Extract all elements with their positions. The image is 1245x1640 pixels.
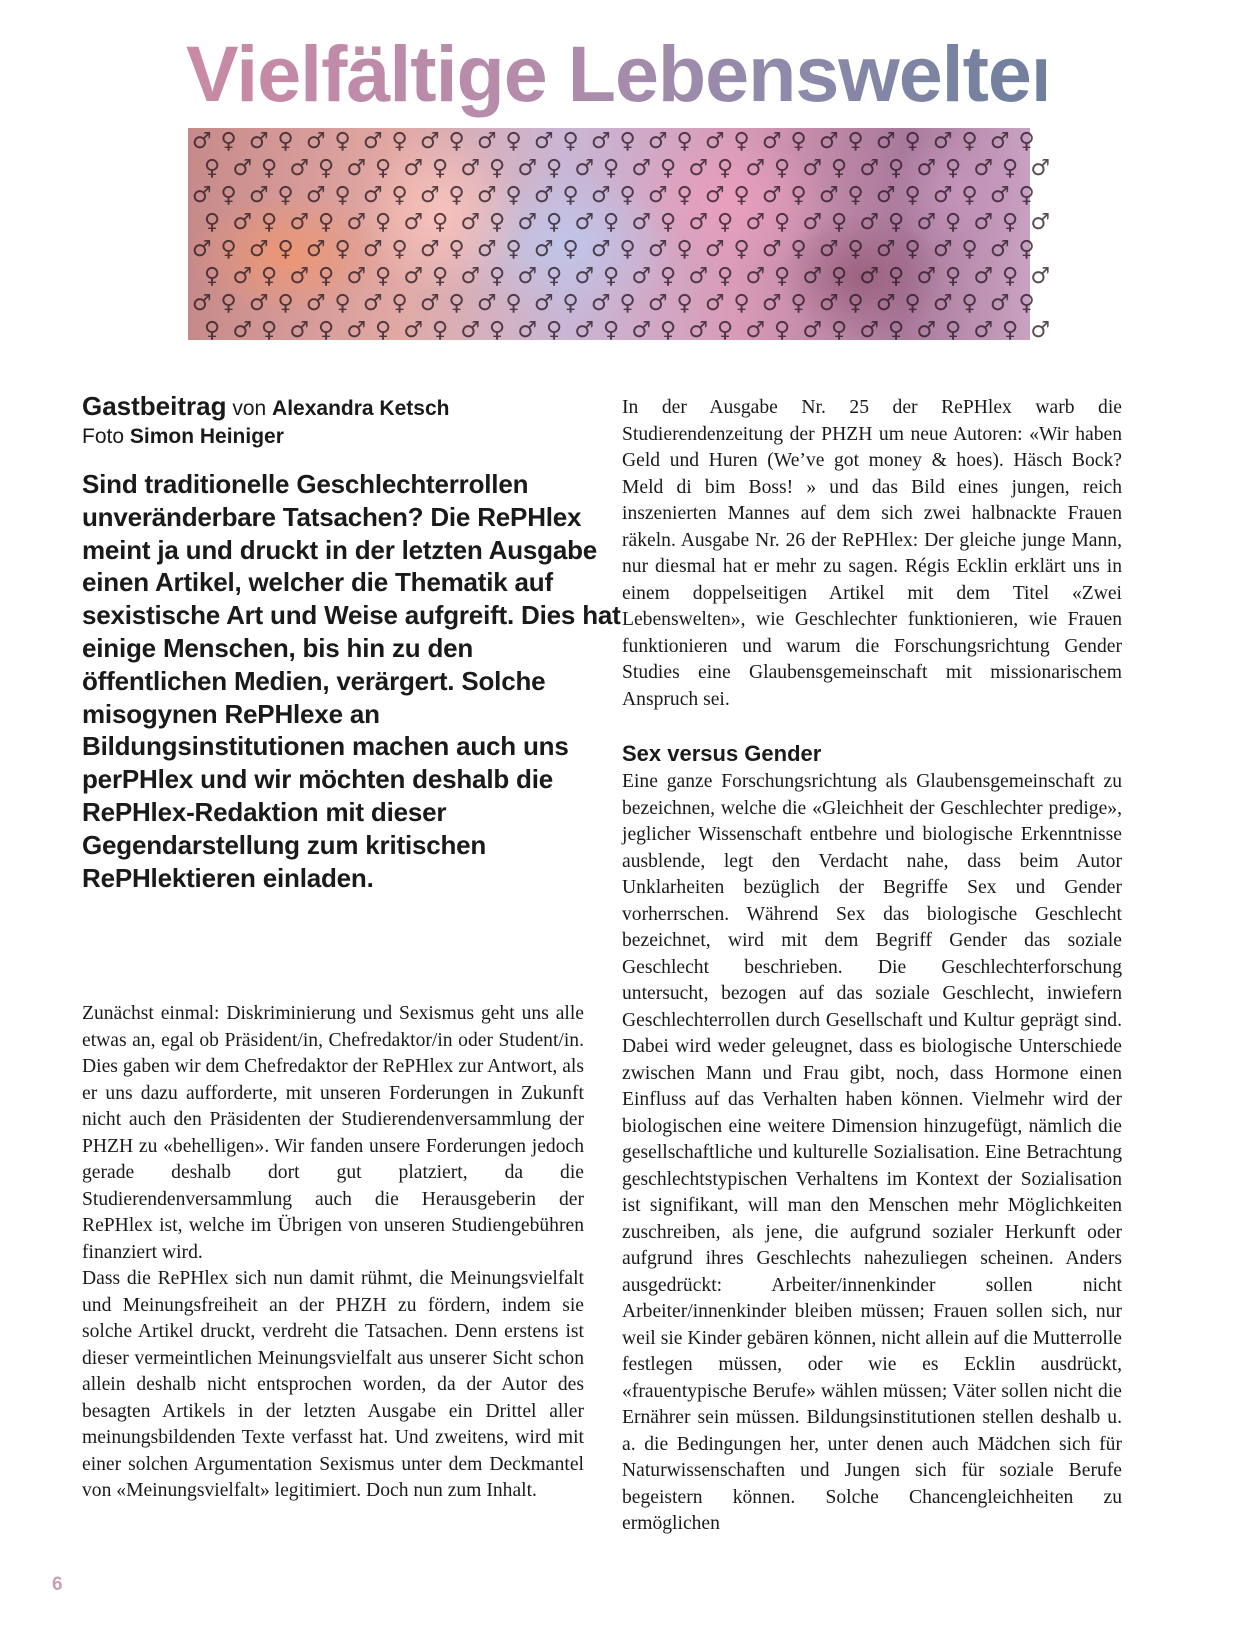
female-symbol-icon: ♀ bbox=[717, 156, 734, 181]
female-symbol-icon: ♀ bbox=[1018, 183, 1035, 208]
male-symbol-icon: ♂ bbox=[916, 264, 937, 289]
female-symbol-icon: ♀ bbox=[1018, 237, 1035, 262]
female-symbol-icon: ♀ bbox=[505, 129, 522, 154]
female-symbol-icon: ♀ bbox=[603, 210, 620, 235]
male-symbol-icon: ♂ bbox=[876, 237, 896, 262]
male-symbol-icon: ♂ bbox=[631, 156, 652, 181]
female-symbol-icon: ♀ bbox=[391, 237, 408, 262]
female-symbol-icon: ♀ bbox=[888, 318, 905, 343]
male-symbol-icon: ♂ bbox=[876, 129, 896, 154]
male-symbol-icon: ♂ bbox=[990, 291, 1010, 316]
female-symbol-icon: ♀ bbox=[489, 318, 506, 343]
female-symbol-icon: ♀ bbox=[733, 129, 750, 154]
female-symbol-icon: ♀ bbox=[277, 237, 294, 262]
female-symbol-icon: ♀ bbox=[505, 183, 522, 208]
female-symbol-icon: ♀ bbox=[375, 318, 392, 343]
right-column bbox=[622, 395, 1122, 1538]
female-symbol-icon: ♀ bbox=[774, 156, 791, 181]
male-symbol-icon: ♂ bbox=[762, 129, 782, 154]
male-symbol-icon: ♂ bbox=[819, 291, 839, 316]
male-symbol-icon: ♂ bbox=[933, 237, 953, 262]
male-symbol-icon: ♂ bbox=[745, 210, 766, 235]
male-symbol-icon: ♂ bbox=[192, 183, 212, 208]
female-symbol-icon: ♀ bbox=[261, 156, 278, 181]
male-symbol-icon: ♂ bbox=[859, 210, 880, 235]
female-symbol-icon: ♀ bbox=[831, 210, 848, 235]
male-symbol-icon: ♂ bbox=[1030, 210, 1051, 235]
male-symbol-icon: ♂ bbox=[1030, 318, 1051, 343]
female-symbol-icon: ♀ bbox=[432, 210, 449, 235]
female-symbol-icon: ♀ bbox=[489, 210, 506, 235]
male-symbol-icon: ♂ bbox=[534, 291, 554, 316]
male-symbol-icon: ♂ bbox=[916, 318, 937, 343]
male-symbol-icon: ♂ bbox=[648, 129, 668, 154]
male-symbol-icon: ♂ bbox=[745, 318, 766, 343]
female-symbol-icon: ♀ bbox=[961, 237, 978, 262]
female-symbol-icon: ♀ bbox=[1018, 129, 1035, 154]
male-symbol-icon: ♂ bbox=[574, 156, 595, 181]
male-symbol-icon: ♂ bbox=[688, 264, 709, 289]
female-symbol-icon: ♀ bbox=[546, 210, 563, 235]
male-symbol-icon: ♂ bbox=[289, 210, 310, 235]
female-symbol-icon: ♀ bbox=[391, 183, 408, 208]
female-symbol-icon: ♀ bbox=[619, 183, 636, 208]
male-symbol-icon: ♂ bbox=[517, 318, 538, 343]
male-symbol-icon: ♂ bbox=[346, 264, 367, 289]
male-symbol-icon: ♂ bbox=[534, 129, 554, 154]
female-symbol-icon: ♀ bbox=[888, 264, 905, 289]
male-symbol-icon: ♂ bbox=[916, 210, 937, 235]
male-symbol-icon: ♂ bbox=[249, 183, 269, 208]
female-symbol-icon: ♀ bbox=[961, 183, 978, 208]
male-symbol-icon: ♂ bbox=[762, 237, 782, 262]
right-paragraph-2: Eine ganze Forschungsrichtung als Glaubensgemeinschaft zu bezeichnen, welche die «Gleichheit der Geschlechter predige», jeglicher Wissenschaft entbehre und biologische Erkenntnisse ausblende, legt den Verdacht nahe, dass beim Autor Unklarheiten bezüglich der Begriffe Sex und Gender vorherrschen. Während Sex das biologische Geschlecht bezeichnet, wird mit dem Begriff Gender das soziale Geschlecht beschrieben. Die Geschlechterforschung untersucht, bezogen auf das soziale Geschlecht, inwiefern Geschlechterrollen durch Gesellschaft und Kultur geprägt sind. Dabei wird weder geleugnet, dass es biologische Unterschiede zwischen Mann und Frau gibt, noch, dass Hormone einen Einfluss auf das Verhalten haben können. Vielmehr wird der biologischen eine weitere Dimension hinzugefügt, nämlich die gesellschaftliche und kulturelle Sozialisation. Eine Betrachtung geschlechtstypischen Verhaltens im Kontext der Sozialisation ist signifikant, will man den Menschen mehr Möglichkeiten zuschreiben, als jene, die aufgrund sozialer Herkunft oder aufgrund ihres Geschlechts nahezuliegen scheinen. Anders ausgedrückt: Arbeiter/innenkinder sollen nicht Arbeiter/innenkinder bleiben müssen; Frauen sollen sich, nur weil sie Kinder gebären können, nicht allein auf die Mutterrolle festlegen müssen, oder wie es Ecklin ausdrückt, «frauentypische Berufe» wählen müssen; Väter sollen nicht die Ernährer sein müssen. Bildungsinstitutionen stellen deshalb u. a. die Bedingungen her, unter denen auch Mädchen sich für Naturwissenschaften und Jungen sich für soziale Berufe begeistern können. Solche Chancengleichheiten zu ermöglichen bbox=[622, 771, 1122, 1534]
female-symbol-icon: ♀ bbox=[448, 291, 465, 316]
male-symbol-icon: ♂ bbox=[420, 237, 440, 262]
male-symbol-icon: ♂ bbox=[460, 318, 481, 343]
male-symbol-icon: ♂ bbox=[933, 129, 953, 154]
male-symbol-icon: ♂ bbox=[859, 156, 880, 181]
male-symbol-icon: ♂ bbox=[403, 210, 424, 235]
male-symbol-icon: ♂ bbox=[648, 291, 668, 316]
female-symbol-icon: ♀ bbox=[375, 264, 392, 289]
male-symbol-icon: ♂ bbox=[534, 237, 554, 262]
male-symbol-icon: ♂ bbox=[306, 183, 326, 208]
male-symbol-icon: ♂ bbox=[876, 183, 896, 208]
male-symbol-icon: ♂ bbox=[574, 318, 595, 343]
male-symbol-icon: ♂ bbox=[363, 237, 383, 262]
left-column bbox=[82, 1001, 584, 1505]
male-symbol-icon: ♂ bbox=[819, 237, 839, 262]
female-symbol-icon: ♀ bbox=[888, 210, 905, 235]
male-symbol-icon: ♂ bbox=[477, 129, 497, 154]
female-symbol-icon: ♀ bbox=[676, 291, 693, 316]
male-symbol-icon: ♂ bbox=[420, 291, 440, 316]
female-symbol-icon: ♀ bbox=[1002, 156, 1019, 181]
female-symbol-icon: ♀ bbox=[945, 264, 962, 289]
female-symbol-icon: ♀ bbox=[432, 264, 449, 289]
female-symbol-icon: ♀ bbox=[904, 129, 921, 154]
female-symbol-icon: ♀ bbox=[831, 156, 848, 181]
female-symbol-icon: ♀ bbox=[220, 291, 237, 316]
male-symbol-icon: ♂ bbox=[232, 264, 253, 289]
male-symbol-icon: ♂ bbox=[802, 210, 823, 235]
male-symbol-icon: ♂ bbox=[591, 237, 611, 262]
male-symbol-icon: ♂ bbox=[346, 318, 367, 343]
male-symbol-icon: ♂ bbox=[192, 237, 212, 262]
female-symbol-icon: ♀ bbox=[334, 291, 351, 316]
female-symbol-icon: ♀ bbox=[432, 156, 449, 181]
male-symbol-icon: ♂ bbox=[534, 183, 554, 208]
male-symbol-icon: ♂ bbox=[460, 210, 481, 235]
male-symbol-icon: ♂ bbox=[762, 291, 782, 316]
female-symbol-icon: ♀ bbox=[448, 183, 465, 208]
male-symbol-icon: ♂ bbox=[688, 210, 709, 235]
male-symbol-icon: ♂ bbox=[591, 183, 611, 208]
male-symbol-icon: ♂ bbox=[517, 210, 538, 235]
section-heading: Sex versus Gender bbox=[622, 741, 822, 766]
female-symbol-icon: ♀ bbox=[831, 318, 848, 343]
female-symbol-icon: ♀ bbox=[220, 183, 237, 208]
male-symbol-icon: ♂ bbox=[916, 156, 937, 181]
female-symbol-icon: ♀ bbox=[660, 264, 677, 289]
male-symbol-icon: ♂ bbox=[876, 291, 896, 316]
female-symbol-icon: ♀ bbox=[717, 210, 734, 235]
female-symbol-icon: ♀ bbox=[546, 318, 563, 343]
female-symbol-icon: ♀ bbox=[619, 237, 636, 262]
male-symbol-icon: ♂ bbox=[990, 237, 1010, 262]
male-symbol-icon: ♂ bbox=[477, 237, 497, 262]
byline-author: Alexandra Ketsch bbox=[272, 397, 450, 420]
female-symbol-icon: ♀ bbox=[375, 210, 392, 235]
female-symbol-icon: ♀ bbox=[204, 264, 221, 289]
male-symbol-icon: ♂ bbox=[705, 183, 725, 208]
female-symbol-icon: ♀ bbox=[277, 291, 294, 316]
male-symbol-icon: ♂ bbox=[859, 264, 880, 289]
male-symbol-icon: ♂ bbox=[648, 183, 668, 208]
female-symbol-icon: ♀ bbox=[1002, 264, 1019, 289]
male-symbol-icon: ♂ bbox=[363, 183, 383, 208]
female-symbol-icon: ♀ bbox=[619, 129, 636, 154]
byline-foto: Foto bbox=[82, 425, 125, 448]
male-symbol-icon: ♂ bbox=[403, 156, 424, 181]
male-symbol-icon: ♂ bbox=[591, 129, 611, 154]
female-symbol-icon: ♀ bbox=[676, 237, 693, 262]
female-symbol-icon: ♀ bbox=[562, 291, 579, 316]
female-symbol-icon: ♀ bbox=[204, 156, 221, 181]
female-symbol-icon: ♀ bbox=[888, 156, 905, 181]
male-symbol-icon: ♂ bbox=[460, 156, 481, 181]
male-symbol-icon: ♂ bbox=[232, 318, 253, 343]
male-symbol-icon: ♂ bbox=[990, 129, 1010, 154]
female-symbol-icon: ♀ bbox=[220, 237, 237, 262]
male-symbol-icon: ♂ bbox=[574, 210, 595, 235]
female-symbol-icon: ♀ bbox=[717, 264, 734, 289]
male-symbol-icon: ♂ bbox=[289, 156, 310, 181]
byline-lead: Gastbeitrag bbox=[82, 391, 227, 421]
male-symbol-icon: ♂ bbox=[517, 264, 538, 289]
female-symbol-icon: ♀ bbox=[204, 210, 221, 235]
female-symbol-icon: ♀ bbox=[945, 210, 962, 235]
female-symbol-icon: ♀ bbox=[733, 237, 750, 262]
female-symbol-icon: ♀ bbox=[318, 156, 335, 181]
female-symbol-icon: ♀ bbox=[448, 237, 465, 262]
male-symbol-icon: ♂ bbox=[420, 183, 440, 208]
female-symbol-icon: ♀ bbox=[961, 291, 978, 316]
female-symbol-icon: ♀ bbox=[847, 237, 864, 262]
male-symbol-icon: ♂ bbox=[688, 156, 709, 181]
male-symbol-icon: ♂ bbox=[973, 210, 994, 235]
male-symbol-icon: ♂ bbox=[420, 129, 440, 154]
female-symbol-icon: ♀ bbox=[220, 129, 237, 154]
female-symbol-icon: ♀ bbox=[277, 183, 294, 208]
male-symbol-icon: ♂ bbox=[477, 183, 497, 208]
byline-von: von bbox=[232, 397, 267, 420]
female-symbol-icon: ♀ bbox=[391, 291, 408, 316]
female-symbol-icon: ♀ bbox=[546, 156, 563, 181]
male-symbol-icon: ♂ bbox=[249, 237, 269, 262]
male-symbol-icon: ♂ bbox=[306, 291, 326, 316]
female-symbol-icon: ♀ bbox=[790, 129, 807, 154]
female-symbol-icon: ♀ bbox=[1002, 318, 1019, 343]
male-symbol-icon: ♂ bbox=[1030, 156, 1051, 181]
female-symbol-icon: ♀ bbox=[391, 129, 408, 154]
male-symbol-icon: ♂ bbox=[192, 291, 212, 316]
male-symbol-icon: ♂ bbox=[745, 264, 766, 289]
female-symbol-icon: ♀ bbox=[847, 183, 864, 208]
female-symbol-icon: ♀ bbox=[904, 183, 921, 208]
gender-symbols-pattern bbox=[188, 128, 1051, 343]
male-symbol-icon: ♂ bbox=[933, 183, 953, 208]
female-symbol-icon: ♀ bbox=[660, 156, 677, 181]
female-symbol-icon: ♀ bbox=[562, 129, 579, 154]
right-paragraph-1: In der Ausgabe Nr. 25 der RePHlex warb die Studierendenzeitung der PHZH um neue Autoren: «Wir haben Geld und Huren (We’ve got money & hoes). Häsch Bock? Meld di bim Boss! » und das Bild eines jungen, reich inszenierten Mannes auf dem sich zwei halbnackte Frauen räkeln. Ausgabe Nr. 26 der RePHlex: Der gleiche junge Mann, nur diesmal hat er mehr zu sagen. Régis Ecklin erklärt uns in einem doppelseitigen Artikel mit dem Titel «Zwei Lebenswelten», wie Geschlechter funktionieren, wie Frauen funktionieren und warum die Forschungsrichtung Gender Studies eine Glaubensgemeinschaft mit missionarischem Anspruch sei. bbox=[622, 397, 1122, 710]
female-symbol-icon: ♀ bbox=[334, 129, 351, 154]
female-symbol-icon: ♀ bbox=[334, 237, 351, 262]
male-symbol-icon: ♂ bbox=[688, 318, 709, 343]
male-symbol-icon: ♂ bbox=[990, 183, 1010, 208]
male-symbol-icon: ♂ bbox=[517, 156, 538, 181]
female-symbol-icon: ♀ bbox=[562, 183, 579, 208]
male-symbol-icon: ♂ bbox=[705, 237, 725, 262]
female-symbol-icon: ♀ bbox=[660, 318, 677, 343]
male-symbol-icon: ♂ bbox=[249, 129, 269, 154]
female-symbol-icon: ♀ bbox=[961, 129, 978, 154]
male-symbol-icon: ♂ bbox=[745, 156, 766, 181]
male-symbol-icon: ♂ bbox=[346, 156, 367, 181]
intro-lead: Sind traditionelle Geschlechterrollen unveränderbare Tatsachen? Die RePHlex meint ja und druckt in der letzten Ausgabe einen Artikel, welcher die Thematik auf sexistische Art und Weise aufgreift. Dies hat einige Menschen, bis hin zu den öffentlichen Medien, verärgert. Solche misogynen RePHlexe an Bildungsinstitutionen machen auch uns perPHlex und wir möchten deshalb die RePHlex-Redaktion mit dieser Gegendarstellung zum kritischen RePHlektieren einladen. bbox=[82, 469, 621, 893]
male-symbol-icon: ♂ bbox=[306, 237, 326, 262]
female-symbol-icon: ♀ bbox=[375, 156, 392, 181]
female-symbol-icon: ♀ bbox=[774, 318, 791, 343]
female-symbol-icon: ♀ bbox=[277, 129, 294, 154]
female-symbol-icon: ♀ bbox=[603, 318, 620, 343]
male-symbol-icon: ♂ bbox=[648, 237, 668, 262]
male-symbol-icon: ♂ bbox=[363, 129, 383, 154]
male-symbol-icon: ♂ bbox=[289, 318, 310, 343]
female-symbol-icon: ♀ bbox=[717, 318, 734, 343]
female-symbol-icon: ♀ bbox=[676, 129, 693, 154]
female-symbol-icon: ♀ bbox=[318, 210, 335, 235]
female-symbol-icon: ♀ bbox=[432, 318, 449, 343]
female-symbol-icon: ♀ bbox=[790, 291, 807, 316]
female-symbol-icon: ♀ bbox=[318, 264, 335, 289]
byline bbox=[82, 392, 602, 451]
male-symbol-icon: ♂ bbox=[802, 318, 823, 343]
male-symbol-icon: ♂ bbox=[460, 264, 481, 289]
male-symbol-icon: ♂ bbox=[859, 318, 880, 343]
male-symbol-icon: ♂ bbox=[574, 264, 595, 289]
male-symbol-icon: ♂ bbox=[973, 156, 994, 181]
female-symbol-icon: ♀ bbox=[448, 129, 465, 154]
female-symbol-icon: ♀ bbox=[489, 156, 506, 181]
male-symbol-icon: ♂ bbox=[232, 210, 253, 235]
female-symbol-icon: ♀ bbox=[660, 210, 677, 235]
female-symbol-icon: ♀ bbox=[603, 264, 620, 289]
female-symbol-icon: ♀ bbox=[261, 264, 278, 289]
female-symbol-icon: ♀ bbox=[790, 183, 807, 208]
byline-author-line bbox=[82, 392, 602, 423]
male-symbol-icon: ♂ bbox=[819, 183, 839, 208]
male-symbol-icon: ♂ bbox=[1030, 264, 1051, 289]
male-symbol-icon: ♂ bbox=[802, 156, 823, 181]
male-symbol-icon: ♂ bbox=[705, 129, 725, 154]
female-symbol-icon: ♀ bbox=[847, 129, 864, 154]
female-symbol-icon: ♀ bbox=[774, 264, 791, 289]
left-paragraph-1: Zunächst einmal: Diskriminierung und Sexismus geht uns alle etwas an, egal ob Präsident/in, Chefredaktor/in oder Student/in. Dies gaben wir dem Chefredaktor der RePHlex zur Antwort, als er uns dazu aufforderte, mit unseren Forderungen in Zukunft nicht auch den Präsidenten der Studierendenversammlung der PHZH zu «behelligen». Wir fanden unsere Forderungen jedoch gerade deshalb dort gut platziert, da die Studierendenversammlung auch die Herausgeberin der RePHlex ist, welche im Übrigen von unseren Studiengebühren finanziert wird. bbox=[82, 1003, 584, 1263]
male-symbol-icon: ♂ bbox=[819, 129, 839, 154]
female-symbol-icon: ♀ bbox=[847, 291, 864, 316]
male-symbol-icon: ♂ bbox=[363, 291, 383, 316]
male-symbol-icon: ♂ bbox=[973, 264, 994, 289]
male-symbol-icon: ♂ bbox=[631, 318, 652, 343]
female-symbol-icon: ♀ bbox=[790, 237, 807, 262]
female-symbol-icon: ♀ bbox=[261, 210, 278, 235]
female-symbol-icon: ♀ bbox=[1018, 291, 1035, 316]
female-symbol-icon: ♀ bbox=[489, 264, 506, 289]
male-symbol-icon: ♂ bbox=[249, 291, 269, 316]
female-symbol-icon: ♀ bbox=[774, 210, 791, 235]
page-title: Vielfältige Lebenswelten bbox=[186, 26, 1046, 122]
male-symbol-icon: ♂ bbox=[631, 210, 652, 235]
male-symbol-icon: ♂ bbox=[403, 318, 424, 343]
male-symbol-icon: ♂ bbox=[232, 156, 253, 181]
female-symbol-icon: ♀ bbox=[831, 264, 848, 289]
female-symbol-icon: ♀ bbox=[261, 318, 278, 343]
female-symbol-icon: ♀ bbox=[505, 237, 522, 262]
female-symbol-icon: ♀ bbox=[945, 318, 962, 343]
female-symbol-icon: ♀ bbox=[318, 318, 335, 343]
male-symbol-icon: ♂ bbox=[933, 291, 953, 316]
female-symbol-icon: ♀ bbox=[904, 291, 921, 316]
male-symbol-icon: ♂ bbox=[705, 291, 725, 316]
female-symbol-icon: ♀ bbox=[603, 156, 620, 181]
male-symbol-icon: ♂ bbox=[346, 210, 367, 235]
female-symbol-icon: ♀ bbox=[334, 183, 351, 208]
male-symbol-icon: ♂ bbox=[631, 264, 652, 289]
female-symbol-icon: ♀ bbox=[546, 264, 563, 289]
female-symbol-icon: ♀ bbox=[733, 183, 750, 208]
female-symbol-icon: ♀ bbox=[204, 318, 221, 343]
female-symbol-icon: ♀ bbox=[562, 237, 579, 262]
male-symbol-icon: ♂ bbox=[403, 264, 424, 289]
male-symbol-icon: ♂ bbox=[192, 129, 212, 154]
male-symbol-icon: ♂ bbox=[477, 291, 497, 316]
left-paragraph-2: Dass die RePHlex sich nun damit rühmt, die Meinungsvielfalt und Meinungsfreiheit an der PHZH zu fördern, indem sie solche Artikel druckt, verdreht die Tatsachen. Denn erstens ist dieser vermeintlichen Meinungsvielfalt aus unserer Sicht schon allein deshalb nicht entsprochen worden, da der Autor des besagten Artikels in der letzten Ausgabe ein Drittel aller meinungsbildenden Texte verfasst hat. Und zweitens, wird mit einer solchen Argumentation Sexismus unter dem Deckmantel von «Meinungsvielfalt» legitimiert. Doch nun zum Inhalt. bbox=[82, 1268, 584, 1501]
female-symbol-icon: ♀ bbox=[505, 291, 522, 316]
female-symbol-icon: ♀ bbox=[904, 237, 921, 262]
male-symbol-icon: ♂ bbox=[802, 264, 823, 289]
male-symbol-icon: ♂ bbox=[973, 318, 994, 343]
female-symbol-icon: ♀ bbox=[1002, 210, 1019, 235]
header-image bbox=[188, 128, 1051, 343]
byline-photo-line bbox=[82, 423, 602, 451]
male-symbol-icon: ♂ bbox=[762, 183, 782, 208]
byline-photographer: Simon Heiniger bbox=[129, 425, 284, 448]
female-symbol-icon: ♀ bbox=[619, 291, 636, 316]
female-symbol-icon: ♀ bbox=[676, 183, 693, 208]
male-symbol-icon: ♂ bbox=[306, 129, 326, 154]
male-symbol-icon: ♂ bbox=[289, 264, 310, 289]
female-symbol-icon: ♀ bbox=[945, 156, 962, 181]
male-symbol-icon: ♂ bbox=[591, 291, 611, 316]
page-number: 6 bbox=[52, 1574, 63, 1595]
female-symbol-icon: ♀ bbox=[733, 291, 750, 316]
